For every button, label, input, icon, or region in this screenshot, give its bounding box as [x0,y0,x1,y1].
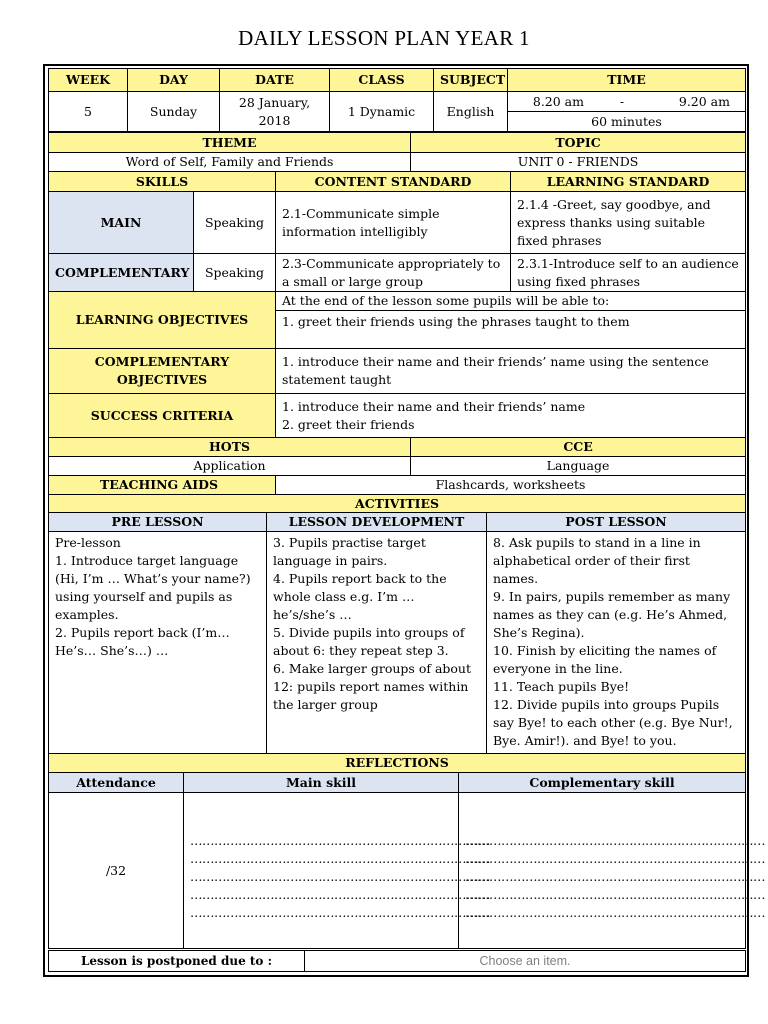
subject-label: SUBJECT [434,69,508,92]
attendance-label: Attendance [49,773,184,793]
complementary-content-standard: 2.3-Communicate appropriately to a small or large group [276,254,511,292]
pre-lesson-content: Pre-lesson 1. Introduce target language (Hi, I’m … What’s your name?) using yourself and pupils as examples. 2. Pupils report back (I’m… He’s… She’s…) … [49,532,267,754]
learning-objectives-label: LEARNING OBJECTIVES [49,292,276,349]
dotted-line: ………………………………………………………………… [465,832,765,848]
learning-objective-1: 1. greet their friends using the phrases taught to them [276,311,746,349]
subject-value: English [434,92,508,132]
post-lesson-label: POST LESSON [487,513,746,532]
objectives-intro: At the end of the lesson some pupils will be able to: [276,292,746,311]
time-start: 8.20 am [532,93,584,109]
date-label: DATE [220,69,330,92]
complementary-objectives-label: COMPLEMENTARY OBJECTIVES [49,349,276,394]
content-standard-label: CONTENT STANDARD [276,172,511,192]
activities-label: ACTIVITIES [49,495,746,514]
post-lesson-content: 8. Ask pupils to stand in a line in alphabetical order of their first names. 9. In pairs, pupils remember as many names as they can (e.g. He’s Ahmed, She’s Regina). 10. Finish by eliciting the names of everyone in the line. 11. Teach pupils Bye! 12. Divide pupils into groups Pupils say Bye! to each other (e.g. Bye Nur!, Bye. Amir!). and Bye! to you. [487,532,746,754]
dotted-line: ………………………………………………………………… [465,904,765,920]
complementary-skill-notes[interactable] [459,793,765,949]
week-value: 5 [49,92,128,132]
page-title: DAILY LESSON PLAN YEAR 1 [238,26,530,50]
topic-label: TOPIC [411,133,746,153]
time-separator: - [619,93,625,109]
success-criteria [276,394,746,438]
duration-value: 60 minutes [508,112,746,132]
theme-value: Word of Self, Family and Friends [49,153,411,172]
hots-label: HOTS [49,438,411,457]
time-label: TIME [508,69,746,92]
learning-standard-label: LEARNING STANDARD [511,172,746,192]
day-value: Sunday [128,92,220,132]
main-skill-reflection-label: Main skill [184,773,459,793]
time-end: 9.20 am [678,93,730,109]
main-skill-label: MAIN [49,192,194,254]
theme-label: THEME [49,133,411,153]
plan-table [48,132,746,514]
activities-table [48,512,746,754]
complementary-learning-standard: 2.3.1-Introduce self to an audience using fixed phrases [511,254,746,292]
dotted-line: ………………………………………………………………… [190,850,490,866]
success-criterion-1: 1. introduce their name and their friends’ name [282,398,586,414]
time-range [508,92,746,112]
complementary-skill-reflection-label: Complementary skill [459,773,746,793]
success-criteria-label: SUCCESS CRITERIA [49,394,276,438]
reflections-label: REFLECTIONS [49,754,746,773]
hots-value: Application [49,457,411,476]
skills-label: SKILLS [49,172,276,192]
dotted-line: ………………………………………………………………… [190,904,490,920]
day-label: DAY [128,69,220,92]
cce-label: CCE [411,438,746,457]
dotted-line: ………………………………………………………………… [190,832,490,848]
complementary-skill-value: Speaking [194,254,276,292]
main-learning-standard: 2.1.4 -Greet, say goodbye, and express thanks using suitable fixed phrases [511,192,746,254]
class-value: 1 Dynamic [330,92,434,132]
cce-value: Language [411,457,746,476]
attendance-value: /32 [49,793,184,949]
main-skill-value: Speaking [194,192,276,254]
dotted-line: ………………………………………………………………… [190,868,490,884]
dotted-line: ………………………………………………………………… [465,886,765,902]
lesson-development-label: LESSON DEVELOPMENT [267,513,487,532]
postponed-table [48,950,746,972]
pre-lesson-label: PRE LESSON [49,513,267,532]
topic-value: UNIT 0 - FRIENDS [411,153,746,172]
postponed-select[interactable]: Choose an item. [305,951,746,972]
lesson-development-content: 3. Pupils practise target language in pairs. 4. Pupils report back to the whole class e.g. I’m … he’s/she’s … 5. Divide pupils into groups of about 6: they repeat step 3. 6. Make larger groups of about 12: pupils report names within the larger group [267,532,487,754]
date-value: 28 January, 2018 [220,92,330,132]
week-label: WEEK [49,69,128,92]
teaching-aids-value: Flashcards, worksheets [276,476,746,495]
complementary-skill-label: COMPLEMENTARY [49,254,194,292]
dotted-line: ………………………………………………………………… [465,868,765,884]
success-criterion-2: 2. greet their friends [282,416,415,432]
dotted-line: ………………………………………………………………… [190,886,490,902]
header-table [48,68,746,132]
teaching-aids-label: TEACHING AIDS [49,476,276,495]
reflections-table [48,753,765,949]
dotted-line: ………………………………………………………………… [465,850,765,866]
complementary-objective-1: 1. introduce their name and their friends’ name using the sentence statement taught [276,349,746,394]
class-label: CLASS [330,69,434,92]
main-content-standard: 2.1-Communicate simple information intelligibly [276,192,511,254]
postponed-label: Lesson is postponed due to : [49,951,305,972]
main-skill-notes[interactable] [184,793,490,949]
